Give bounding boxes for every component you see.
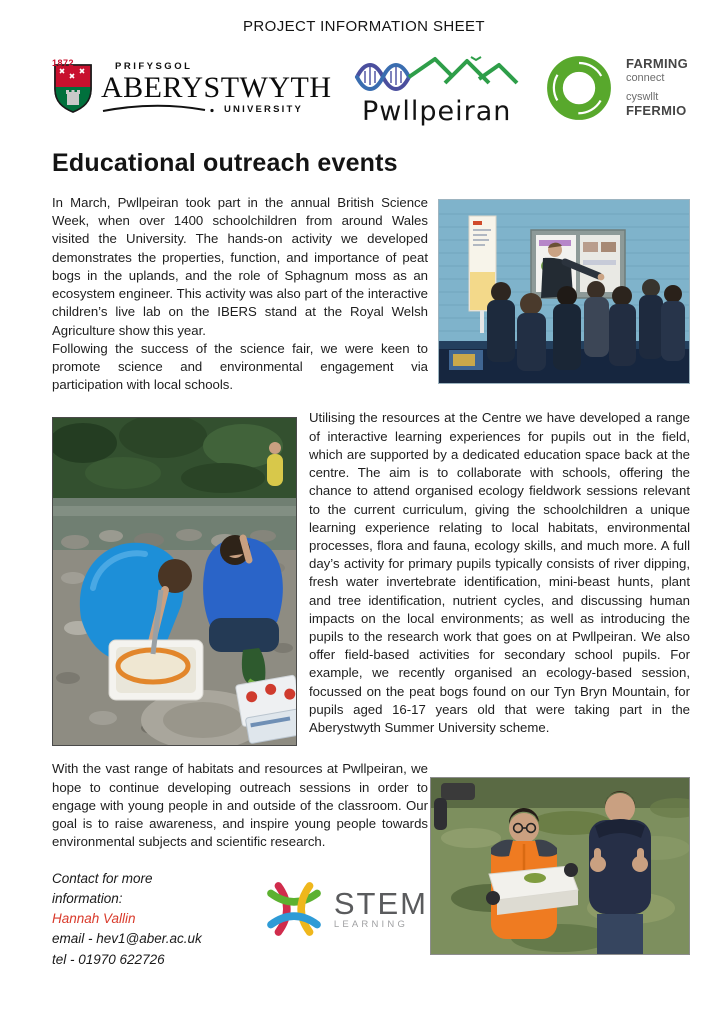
stem-label: STEM <box>333 885 428 921</box>
farming-connect-logo <box>542 51 688 125</box>
farming-connect-wordmark <box>626 57 688 118</box>
stem-x-icon <box>260 875 328 943</box>
aberystwyth-swoosh-icon <box>101 104 216 114</box>
paragraph-future-outreach: With the vast range of habitats and resources at Pwllpeiran, we hope to continue developing outreach sessions in order to engage with young people in and outside of the classroom. Our goal is to raise awareness, and inspire young people towards environmental subjects and scientific research. <box>52 761 428 850</box>
section-intro <box>52 194 690 394</box>
pwllpeiran-dna-mountain-icon <box>353 53 521 99</box>
section-fieldwork <box>52 409 690 746</box>
aberystwyth-wordmark <box>101 62 332 115</box>
paragraph-british-science-week: In March, Pwllpeiran took part in the annual British Science Week, when over 1400 schoolchildren from around Wales visited the University. The hands-on activity we developed demonstrates the properties, function, and importance of peat bogs in the uplands, and the role of Sphagnum moss as an ecosystem engineer. This activity was also part of the interactive children’s live lab on the IBERS stand at the Royal Welsh Agriculture show this year. <box>52 195 428 338</box>
paragraph-science-fair: Following the success of the science fair, we were keen to promote science and environmental engagement via participation with local schools. <box>52 340 428 393</box>
photo-science-fair <box>438 199 690 394</box>
aberystwyth-name: ABERYSTWYTH <box>101 71 332 105</box>
farming-label: FARMING <box>625 56 688 72</box>
farming-connect-swirl-icon <box>542 51 616 125</box>
moorland-photo <box>430 777 690 955</box>
pwllpeiran-name: Pwllpeiran <box>362 96 512 127</box>
aberystwyth-year: 1872 <box>52 57 75 68</box>
stem-learning-logo <box>260 875 428 943</box>
ffermio-label: FFERMIO <box>625 102 687 118</box>
prifysgol-label: PRIFYSGOL <box>115 60 193 72</box>
science-fair-photo <box>438 199 690 384</box>
page-title: Educational outreach events <box>52 149 398 177</box>
doc-header: PROJECT INFORMATION SHEET <box>243 18 485 35</box>
connect-label: connect <box>625 72 665 85</box>
section-closing <box>52 760 690 969</box>
photo-moorland <box>430 777 690 969</box>
university-label: UNIVERSITY <box>224 103 304 115</box>
aberystwyth-university-logo <box>52 57 332 115</box>
contact-block <box>52 869 222 970</box>
contact-heading: Contact for more information: <box>52 870 153 906</box>
learning-label: LEARNING <box>333 918 409 930</box>
contact-email: email - hev1@aber.ac.uk <box>52 931 202 947</box>
logo-row <box>52 47 690 129</box>
contact-tel: tel - 01970 622726 <box>52 951 165 967</box>
contact-name: Hannah Vallin <box>52 911 136 926</box>
paragraph-learning-experiences: Utilising the resources at the Centre we have developed a range of interactive learning experiences for pupils out in the field, which are supported by a dedicated education space back at the centre. The aim is to collaborate with schools, offering the chance to attend organised ecology fieldwork sessions relevant to the current curriculum, giving the schoolchildren a unique learning experience relating to local habitats, environmental processes, flora and fauna, ecology skills, and much more. A full day’s activity for primary pupils typically consists of river dipping, fresh water invertebrate identification, mini-beast hunts, plant and tree identification, nutrient cycles, and discussing human impacts on the local environments; as well as introducing the pupils to the research work that goes on at Pwllpeiran. We also offer field-based activities for secondary school pupils. For example, we recently organised an ecology-based session, focussed on the peat bogs found on our Tyn Bryn Mountain, for pupils aged 16-17 years old that were taking part in the Aberystwyth Summer University scheme. <box>309 410 690 736</box>
contact-row <box>52 869 428 970</box>
photo-river-dipping <box>52 417 297 746</box>
pwllpeiran-logo <box>353 53 521 127</box>
cyswllt-label: cyswllt <box>625 91 659 103</box>
aberystwyth-crest-icon <box>52 62 94 114</box>
river-dipping-photo <box>52 417 297 746</box>
